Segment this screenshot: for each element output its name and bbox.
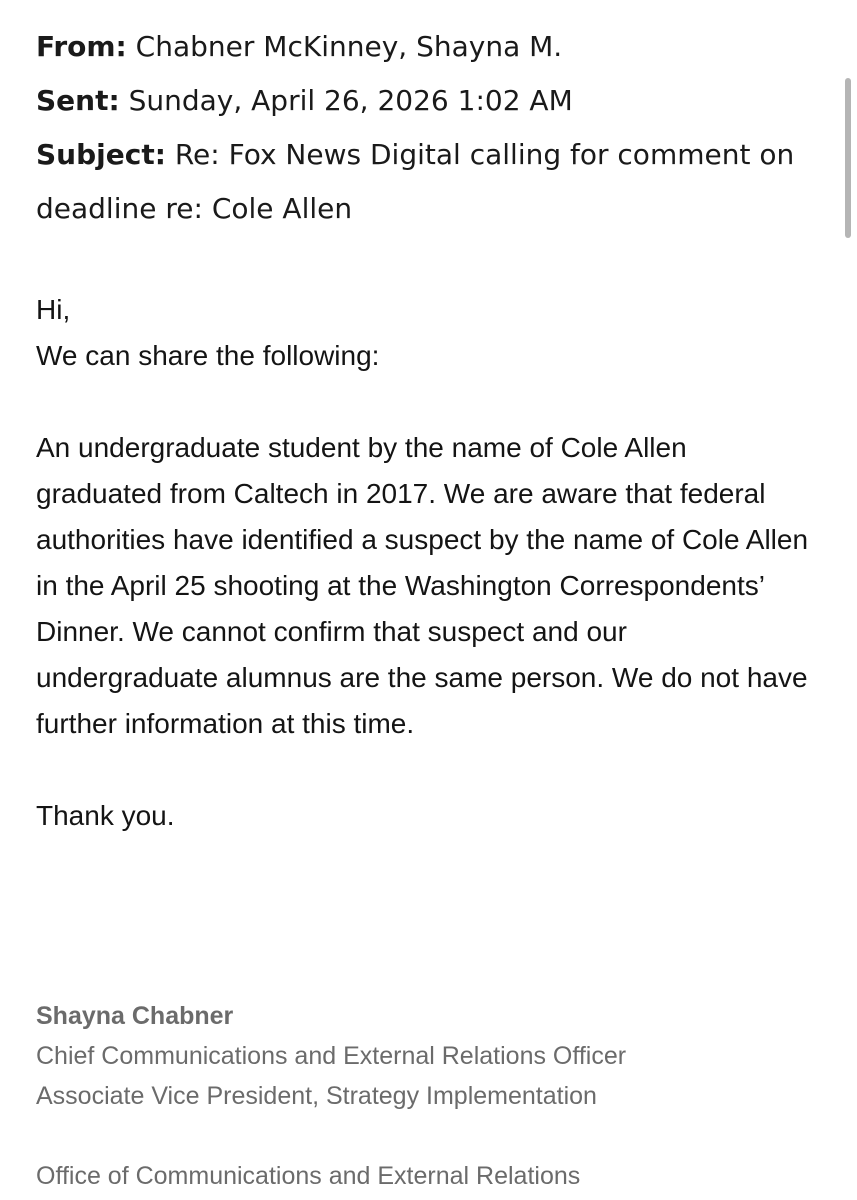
from-row <box>36 20 826 74</box>
subject-value: Re: Fox News Digital calling for comment on deadline re: Cole Allen <box>36 138 795 225</box>
closing-text: Thank you. <box>36 800 175 831</box>
sent-value: Sunday, April 26, 2026 1:02 AM <box>128 84 573 117</box>
subject-row <box>36 128 826 236</box>
paragraph-spacer <box>36 747 826 793</box>
subject-label: Subject: <box>36 138 166 171</box>
signature-title-secondary: Associate Vice President, Strategy Implementation <box>36 1082 597 1110</box>
from-value[interactable]: Chabner McKinney, Shayna M. <box>135 30 563 63</box>
sent-label: Sent: <box>36 84 120 117</box>
vertical-scrollbar[interactable] <box>845 78 851 238</box>
email-body <box>36 287 826 839</box>
from-label: From: <box>36 30 127 63</box>
signature-title-primary: Chief Communications and External Relations Officer <box>36 1042 627 1070</box>
greeting-text: Hi, <box>36 294 71 325</box>
sent-row <box>36 74 826 128</box>
statement-paragraph: An undergraduate student by the name of Cole Allen graduated from Caltech in 2017. We are aware that federal authorities have identified a suspect by the name of Cole Allen in the April 25 shooting at the Washington Correspondents’ Dinner. We cannot confirm that suspect and our undergraduate alumnus are the same person. We do not have further information at this time. <box>36 432 809 739</box>
email-signature <box>36 996 816 1196</box>
intro-text: We can share the following: <box>36 340 380 371</box>
signature-office: Office of Communications and External Relations <box>36 1162 581 1190</box>
signature-name: Shayna Chabner <box>36 1002 234 1030</box>
email-header <box>36 20 826 236</box>
paragraph-spacer <box>36 379 826 425</box>
